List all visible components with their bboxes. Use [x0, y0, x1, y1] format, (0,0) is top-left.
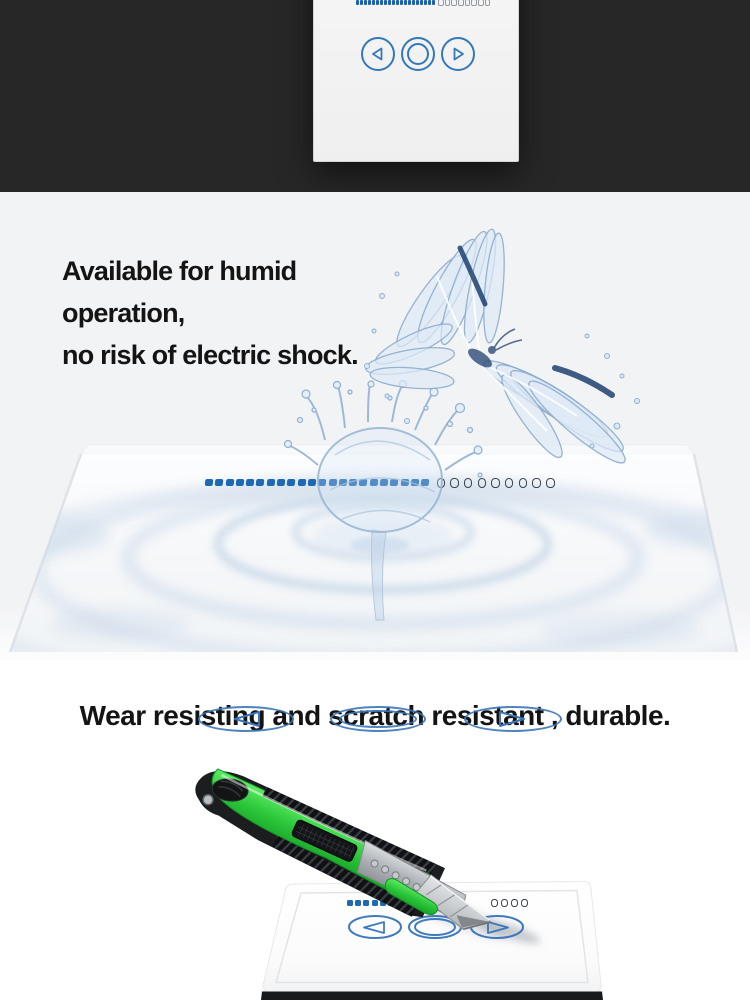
center-touch-button	[330, 706, 426, 732]
indicator-dot-filled-icon	[215, 479, 223, 486]
waterproof-heading	[62, 250, 358, 376]
knife-body	[184, 760, 504, 948]
indicator-dot-filled-icon	[384, 0, 387, 5]
section-waterproof	[0, 192, 750, 660]
indicator-dot-filled-icon	[256, 479, 264, 486]
indicator-dots-empty	[438, 0, 492, 6]
indicator-dot-filled-icon	[404, 0, 407, 5]
indicator-dot-filled-icon	[388, 0, 391, 5]
circle-icon	[407, 43, 429, 65]
indicator-dot-filled-icon	[400, 0, 403, 5]
indicator-dot-empty-icon	[471, 0, 477, 6]
indicator-dot-empty-icon	[451, 0, 457, 6]
indicator-dot-filled-icon	[356, 0, 359, 5]
indicator-dot-filled-icon	[412, 0, 415, 5]
utility-knife-graphic	[0, 755, 750, 1000]
touch-button-row	[361, 37, 475, 71]
indicator-dot-filled-icon	[376, 0, 379, 5]
triangle-left-icon	[370, 46, 386, 62]
indicator-dot-filled-icon	[420, 0, 423, 5]
indicator-dot-empty-icon	[546, 478, 555, 488]
prev-touch-button	[198, 706, 294, 732]
heading-line-3: no risk of electric shock.	[62, 340, 358, 370]
indicator-dot-filled-icon	[205, 479, 213, 486]
indicator-dot-filled-icon	[424, 0, 427, 5]
indicator-dot-empty-icon	[491, 478, 500, 488]
indicator-dot-filled-icon	[428, 0, 431, 5]
indicator-dot-empty-icon	[458, 0, 464, 6]
indicator-dot-filled-icon	[266, 479, 274, 486]
indicator-dot-filled-icon	[392, 0, 395, 5]
indicator-dot-empty-icon	[465, 0, 471, 6]
indicator-dot-strip	[356, 0, 492, 6]
indicator-dot-filled-icon	[225, 479, 233, 486]
durability-heading: Wear resisting and scratch resistant , durable.	[79, 700, 671, 731]
indicator-dot-filled-icon	[372, 0, 375, 5]
indicator-dot-filled-icon	[364, 0, 367, 5]
triangle-left-icon	[229, 710, 263, 728]
indicator-dot-empty-icon	[505, 478, 514, 488]
triangle-right-icon	[496, 710, 530, 728]
indicator-dot-filled-icon	[408, 0, 411, 5]
indicator-dot-empty-icon	[438, 0, 444, 6]
next-touch-button	[464, 706, 562, 732]
prev-touch-button	[361, 37, 395, 71]
indicator-dot-filled-icon	[236, 479, 244, 486]
heading-line-2: operation,	[62, 298, 185, 328]
center-touch-button	[401, 37, 435, 71]
indicator-dot-filled-icon	[246, 479, 254, 486]
section-switch-front	[0, 0, 750, 192]
heading-line-1: Available for humid	[62, 256, 297, 286]
indicator-dot-filled-icon	[396, 0, 399, 5]
indicator-dot-filled-icon	[368, 0, 371, 5]
indicator-dot-empty-icon	[445, 0, 451, 6]
indicator-dots-filled	[356, 0, 436, 5]
indicator-dot-filled-icon	[432, 0, 435, 5]
triangle-right-icon	[450, 46, 466, 62]
indicator-dot-filled-icon	[380, 0, 383, 5]
indicator-dot-filled-icon	[360, 0, 363, 5]
water-butterfly-graphic	[352, 226, 667, 466]
indicator-dot-filled-icon	[416, 0, 419, 5]
touch-switch-panel-front	[313, 0, 519, 162]
next-touch-button	[441, 37, 475, 71]
indicator-dot-empty-icon	[485, 0, 491, 6]
circle-icon	[339, 710, 417, 728]
indicator-dot-empty-icon	[532, 478, 541, 488]
indicator-dot-empty-icon	[478, 0, 484, 6]
indicator-dot-empty-icon	[519, 478, 528, 488]
